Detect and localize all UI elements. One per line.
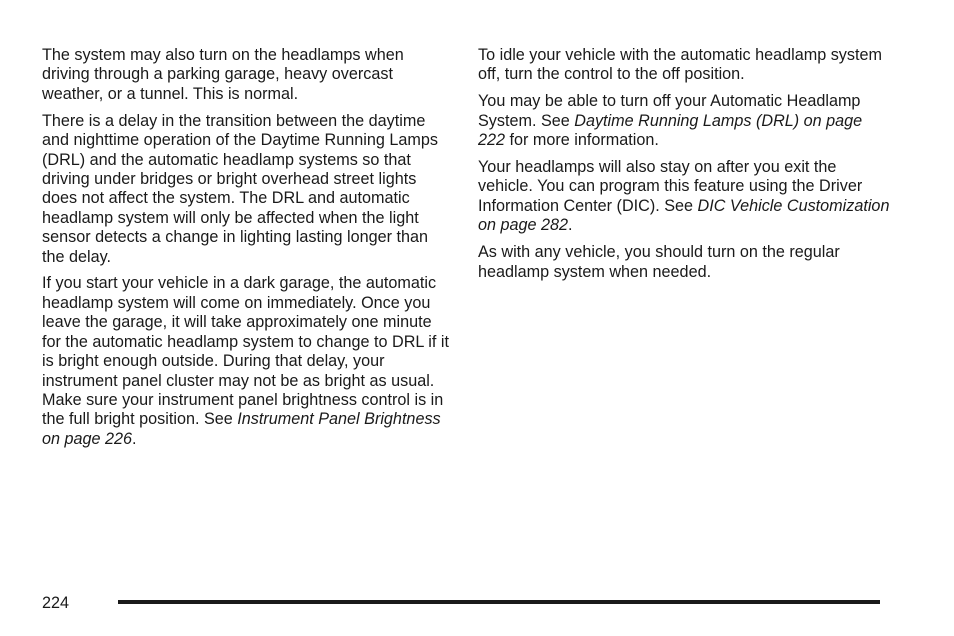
- paragraph: As with any vehicle, you should turn on the regular headlamp system when needed.: [478, 243, 840, 281]
- paragraph: The system may also turn on the headlamps when driving through a parking garage, heavy overcast weather, or a tunnel. This is normal.: [42, 46, 404, 103]
- paragraph: You may be able to turn off your Automatic Headlamp System. See Daytime Running Lamps (DRL) on page 222 for more information.: [478, 92, 863, 150]
- cross-reference-link: DIC Vehicle Customization on page 282: [478, 196, 890, 235]
- paragraph: There is a delay in the transition between the daytime and nighttime operation of the Daytime Running Lamps (DRL) and the automatic headlamp systems so that driving under bridges or bright overhead street lights does not affect the system. The DRL and automatic headlamp system will only be affected when the light sensor detects a change in lighting lasting longer than the delay.: [42, 111, 438, 266]
- left-column: [42, 46, 452, 457]
- footer-rule: [118, 600, 880, 604]
- page-number: 224: [42, 594, 70, 612]
- cross-reference-link: Daytime Running Lamps (DRL) on page 222: [478, 111, 863, 150]
- paragraph: Your headlamps will also stay on after you exit the vehicle. You can program this feature using the Driver Information Center (DIC). See DIC Vehicle Customization on page 282.: [478, 158, 890, 235]
- paragraph: To idle your vehicle with the automatic headlamp system off, turn the control to the off position.: [478, 46, 882, 84]
- right-column: [478, 46, 893, 289]
- paragraph: If you start your vehicle in a dark garage, the automatic headlamp system will come on immediately. Once you leave the garage, it will take approximately one minute for the automatic headlamp system to change to DRL if it is bright enough outside. During that delay, your instrument panel cluster may not be as bright as usual. Make sure your instrument panel brightness control is in the full bright position. See Instrument Panel Brightness on page 226.: [42, 274, 449, 448]
- cross-reference-link: Instrument Panel Brightness on page 226: [42, 410, 441, 448]
